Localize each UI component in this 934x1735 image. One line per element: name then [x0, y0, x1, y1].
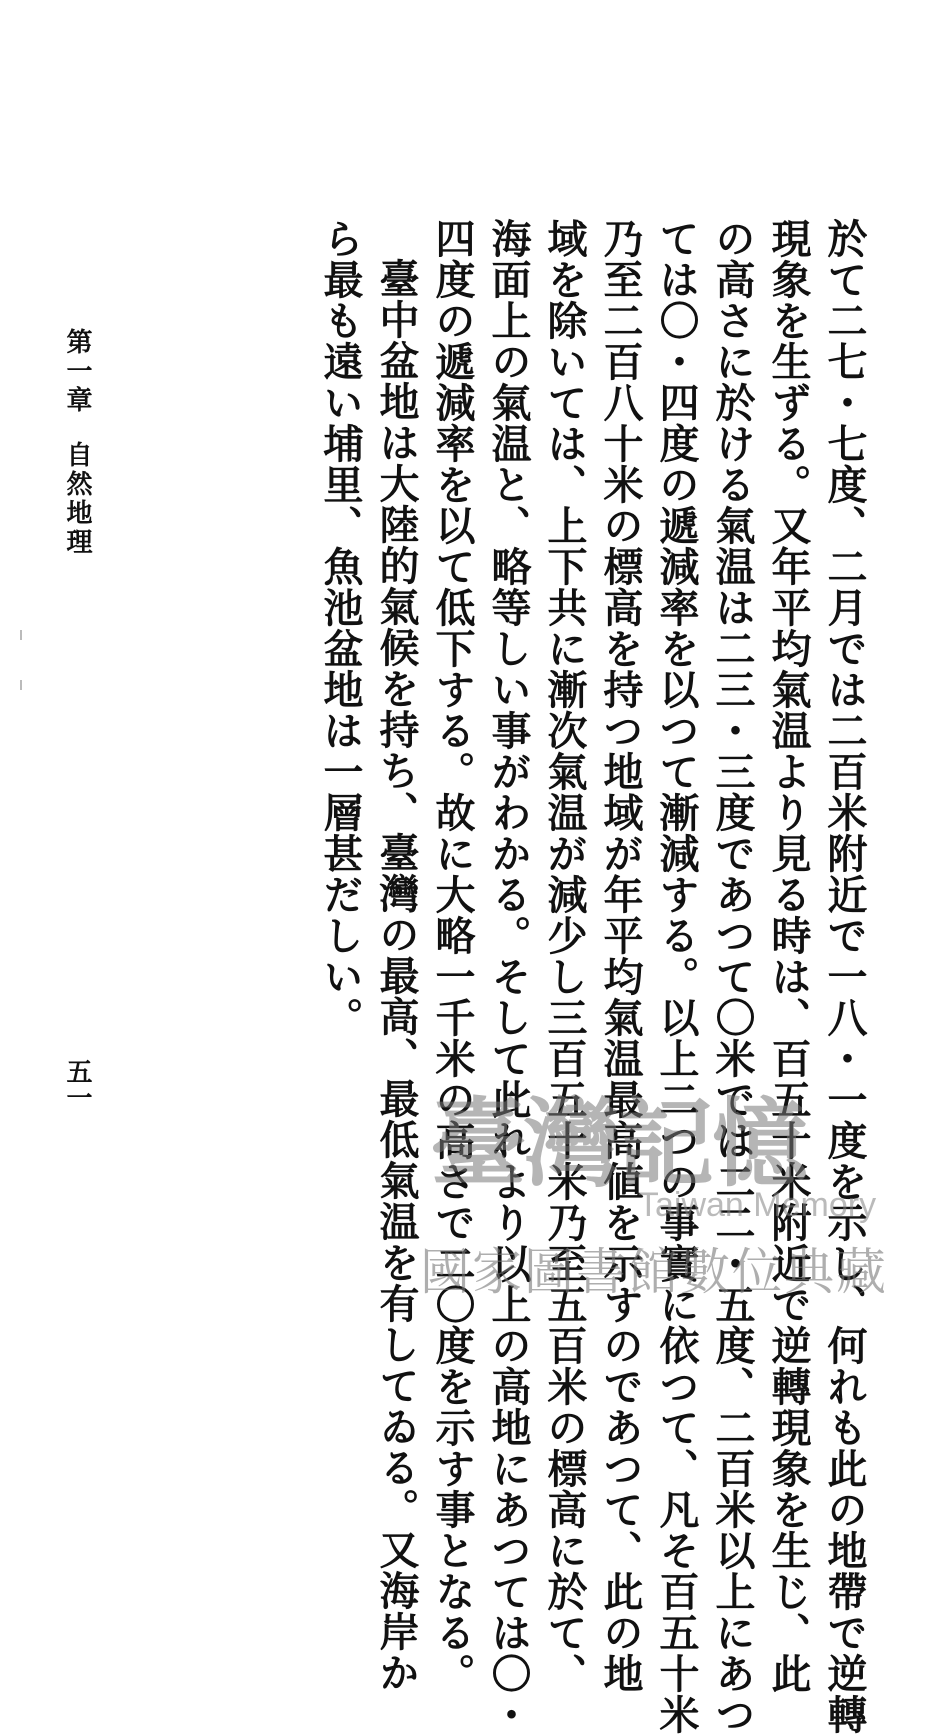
text-line: 乃至二百八十米の標高を持つ地域が年平均氣温最高値を示すのであつて、此の地 — [597, 218, 644, 1694]
running-header — [62, 328, 92, 557]
watermark-institution: 國家圖書館數位典藏 — [420, 1243, 888, 1301]
text-line: 現象を生ずる。又年平均氣温より見る時は、百五十米附近で逆轉現象を生じ、此 — [765, 218, 812, 1694]
text-line: 域を除いては、上下共に漸次氣温が減少し三百五十米乃至五百米の標高に於て、 — [541, 218, 588, 1694]
watermark-seal: 臺灣記憶 — [430, 1087, 806, 1200]
text-line: 四度の遞減率を以て低下する。故に大略一千米の高さで二〇度を示す事となる。 — [429, 218, 476, 1694]
watermark-subtitle: Taiwan Memory — [638, 1186, 877, 1224]
text-line: 海面上の氣温と、略等しい事がわかる。そして此れより以上の高地にあつては〇・ — [485, 218, 532, 1735]
section-label: 自然地理 — [62, 441, 92, 557]
margin-mark — [20, 630, 22, 640]
text-line: の高さに於ける氣温は二三・三度であつて〇米では二二・五度、二百米以上にあつ — [709, 218, 756, 1735]
margin-mark — [20, 680, 22, 690]
chapter-label: 第一章 — [62, 328, 92, 415]
page-number: 五一 — [62, 1058, 92, 1110]
text-line: ら最も遠い埔里、魚池盆地は一層甚だしい。 — [317, 218, 364, 1038]
text-line: 臺中盆地は大陸的氣候を持ち、臺灣の最高、最低氣温を有してゐる。又海岸か — [373, 258, 420, 1693]
text-line: 於て二七・七度、二月では二百米附近で一八・一度を示し、何れも此の地帶で逆轉 — [821, 218, 868, 1735]
body-text — [312, 218, 872, 1735]
text-line: ては〇・四度の遞減率を以つて漸減する。以上二つの事實に依つて、凡そ百五十米 — [653, 218, 700, 1735]
